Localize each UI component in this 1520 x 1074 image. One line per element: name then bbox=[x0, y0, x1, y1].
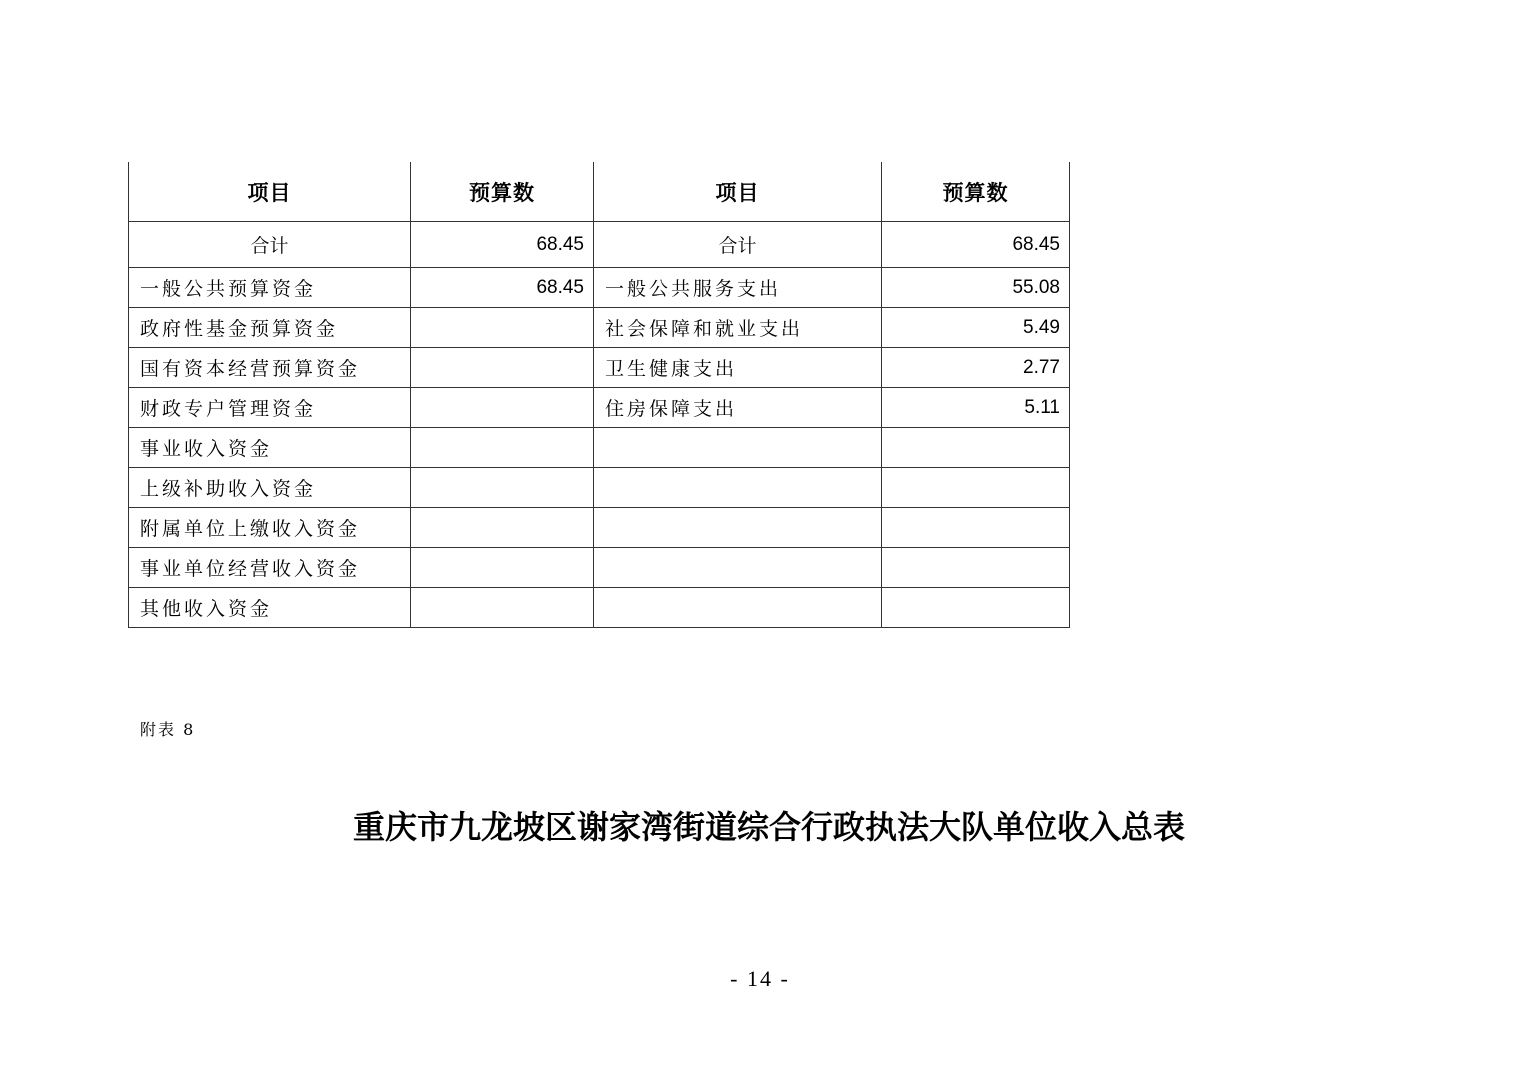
table-row bbox=[129, 508, 1070, 548]
income-amount bbox=[411, 388, 594, 428]
expense-amount bbox=[882, 588, 1070, 628]
expense-item bbox=[594, 428, 882, 468]
income-item: 一般公共预算资金 bbox=[129, 268, 411, 308]
total-expense-value: 68.45 bbox=[882, 222, 1070, 268]
budget-summary-table bbox=[128, 162, 1070, 628]
income-amount bbox=[411, 308, 594, 348]
income-item: 财政专户管理资金 bbox=[129, 388, 411, 428]
expense-amount bbox=[882, 508, 1070, 548]
total-income-label: 合计 bbox=[129, 222, 411, 268]
income-item: 附属单位上缴收入资金 bbox=[129, 508, 411, 548]
income-item: 国有资本经营预算资金 bbox=[129, 348, 411, 388]
expense-amount: 55.08 bbox=[882, 268, 1070, 308]
income-amount bbox=[411, 548, 594, 588]
expense-item bbox=[594, 468, 882, 508]
expense-item bbox=[594, 508, 882, 548]
table-row bbox=[129, 348, 1070, 388]
expense-item bbox=[594, 588, 882, 628]
expense-item: 一般公共服务支出 bbox=[594, 268, 882, 308]
income-amount bbox=[411, 428, 594, 468]
expense-amount bbox=[882, 428, 1070, 468]
income-item: 事业单位经营收入资金 bbox=[129, 548, 411, 588]
page-number: - 14 - bbox=[730, 966, 790, 991]
income-item: 政府性基金预算资金 bbox=[129, 308, 411, 348]
expense-amount bbox=[882, 548, 1070, 588]
table-row bbox=[129, 588, 1070, 628]
table-row bbox=[129, 268, 1070, 308]
total-expense-label: 合计 bbox=[594, 222, 882, 268]
table-row bbox=[129, 428, 1070, 468]
table-row bbox=[129, 308, 1070, 348]
header-expense-item: 项目 bbox=[594, 162, 882, 222]
income-amount: 68.45 bbox=[411, 268, 594, 308]
table-row bbox=[129, 388, 1070, 428]
income-item: 上级补助收入资金 bbox=[129, 468, 411, 508]
expense-item: 卫生健康支出 bbox=[594, 348, 882, 388]
header-income-amount: 预算数 bbox=[411, 162, 594, 222]
table-row bbox=[129, 548, 1070, 588]
expense-amount: 5.11 bbox=[882, 388, 1070, 428]
income-amount bbox=[411, 348, 594, 388]
income-amount bbox=[411, 468, 594, 508]
header-income-item: 项目 bbox=[129, 162, 411, 222]
income-item: 其他收入资金 bbox=[129, 588, 411, 628]
income-amount bbox=[411, 588, 594, 628]
table-total-row bbox=[129, 222, 1070, 268]
header-expense-amount: 预算数 bbox=[882, 162, 1070, 222]
expense-amount bbox=[882, 468, 1070, 508]
income-amount bbox=[411, 508, 594, 548]
income-item: 事业收入资金 bbox=[129, 428, 411, 468]
expense-item bbox=[594, 548, 882, 588]
expense-amount: 5.49 bbox=[882, 308, 1070, 348]
table-row bbox=[129, 468, 1070, 508]
document-title: 重庆市九龙坡区谢家湾街道综合行政执法大队单位收入总表 bbox=[352, 808, 1185, 846]
appendix-label: 附表 8 bbox=[140, 720, 196, 739]
expense-item: 社会保障和就业支出 bbox=[594, 308, 882, 348]
total-income-value: 68.45 bbox=[411, 222, 594, 268]
expense-amount: 2.77 bbox=[882, 348, 1070, 388]
expense-item: 住房保障支出 bbox=[594, 388, 882, 428]
table-header-row bbox=[129, 162, 1070, 222]
